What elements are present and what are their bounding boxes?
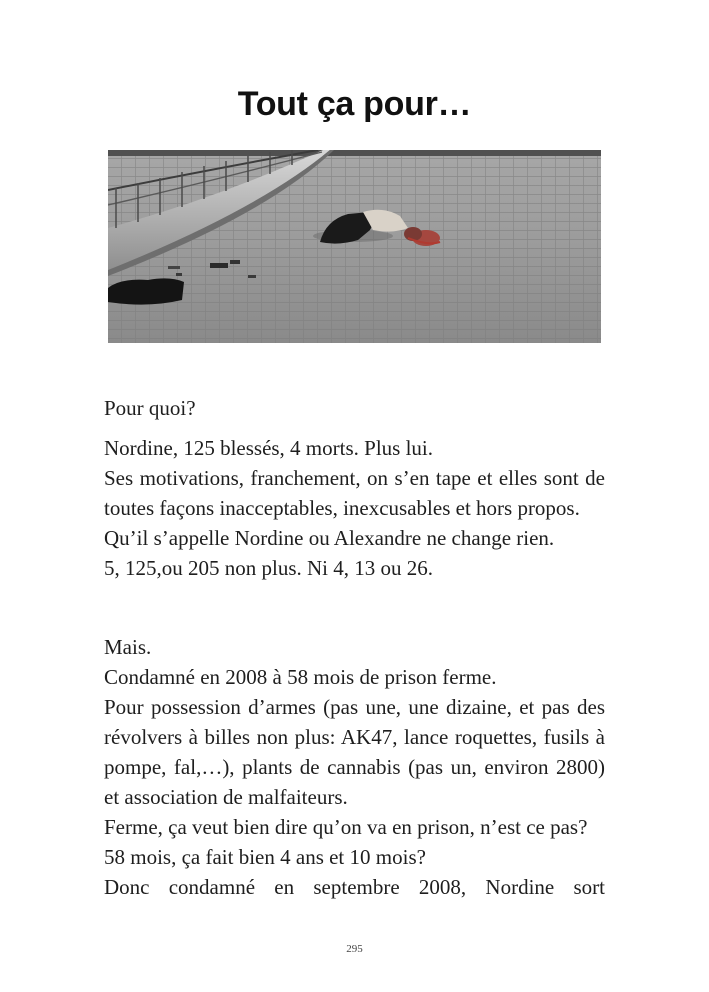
page-title: Tout ça pour… [237,85,472,123]
text-line: 5, 125,ou 205 non plus. Ni 4, 13 ou 26. [104,556,434,580]
text-line: Pour possession d’armes (pas une, une dizaine, et pas des révolvers à billes non plus: AK47, lance roquettes, fusils à pompe, fal,…), plants de cannabis (pas un, environ 2800) et association de malfaiteurs. [104,695,605,809]
paragraph-mais [104,632,605,902]
paragraph-nordine [104,433,605,583]
paragraph-intro [104,393,605,423]
text-line: Condamné en 2008 à 58 mois de prison ferme. [104,665,497,689]
street-photo [108,150,601,343]
text-line: Donc condamné en septembre 2008, Nordine sort [104,875,605,899]
text-line: 58 mois, ça fait bien 4 ans et 10 mois? [104,845,426,869]
text-line: Mais. [104,635,152,659]
text-line: Pour quoi? [104,396,196,420]
text-line: Ses motivations, franchement, on s’en tape et elles sont de toutes façons inacceptables, inexcusables et hors propos. [104,466,605,520]
text-line: Ferme, ça veut bien dire qu’on va en prison, n’est ce pas? [104,815,588,839]
text-line: Nordine, 125 blessés, 4 morts. Plus lui. [104,436,433,460]
page-number: 295 [346,943,363,955]
text-line: Qu’il s’appelle Nordine ou Alexandre ne change rien. [104,526,555,550]
